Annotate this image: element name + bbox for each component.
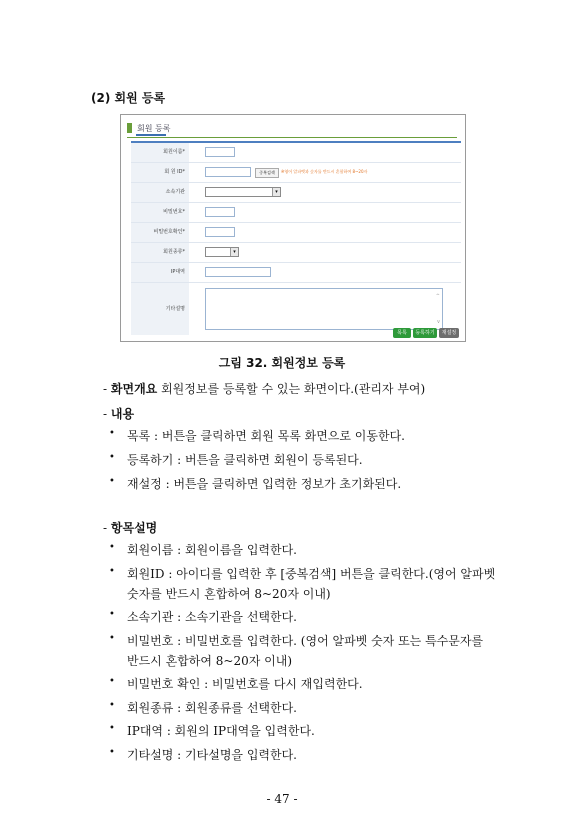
- form-row-name: [131, 143, 461, 163]
- field-item-name: 회원이름 : 회원이름을 입력한다.: [127, 543, 297, 557]
- id-label: 회 원 ID*: [131, 163, 189, 182]
- content-heading-line: [103, 405, 134, 422]
- field-item-id: 회원ID : 아이디를 입력한 후 [중복검색] 버튼을 클릭한다.(영어 알파벳: [127, 567, 496, 581]
- member-type-label: 회원종류*: [131, 243, 189, 262]
- bullet-icon: •: [109, 452, 115, 463]
- content-item-register: 등록하기 : 버튼을 클릭하면 회원이 등록된다.: [127, 453, 363, 467]
- content-item-reset: 재설정 : 버튼을 클릭하면 입력한 정보가 초기화된다.: [127, 477, 402, 491]
- content-heading: 내용: [110, 407, 135, 421]
- bullet-icon: •: [109, 723, 115, 734]
- header-marker-icon: [127, 123, 132, 133]
- button-group: [391, 319, 459, 338]
- registration-form: [131, 141, 461, 335]
- password-input[interactable]: [205, 207, 235, 217]
- name-label: 회원이름*: [131, 143, 189, 162]
- password-confirm-label: 비밀번호확인*: [131, 223, 189, 242]
- overview-heading: 화면개요: [110, 382, 158, 396]
- member-type-select[interactable]: [205, 247, 239, 257]
- field-item-password-confirm: 비밀번호 확인 : 비밀번호를 다시 재입력한다.: [127, 677, 363, 691]
- overview-text: 회원정보를 등록할 수 있는 화면이다.(관리자 부여): [161, 382, 426, 396]
- id-rule-note: ※영어 알파벳과 숫자를 반드시 혼합하여 8~20자: [281, 169, 368, 174]
- password-label: 비밀번호*: [131, 203, 189, 222]
- bullet-icon: •: [109, 476, 115, 487]
- field-item-member-type: 회원종류 : 회원종류를 선택한다.: [127, 701, 297, 715]
- overview-line: [103, 380, 425, 397]
- bullet-icon: •: [109, 609, 115, 620]
- id-input[interactable]: [205, 167, 251, 177]
- name-input[interactable]: [205, 147, 235, 157]
- bullet-icon: •: [109, 428, 115, 439]
- bullet-icon: •: [109, 566, 115, 577]
- form-row-ip: [131, 263, 461, 283]
- field-item-password: 비밀번호 : 비밀번호를 입력한다. (영어 알파벳 숫자 또는 특수문자를: [127, 634, 484, 648]
- reset-button[interactable]: 재설정: [439, 328, 459, 338]
- ip-input[interactable]: [205, 267, 271, 277]
- figure-caption: 그림 32. 회원정보 등록: [218, 356, 346, 370]
- form-row-password: [131, 203, 461, 223]
- bullet-icon: •: [109, 700, 115, 711]
- password-confirm-input[interactable]: [205, 227, 235, 237]
- field-item-password-cont: 반드시 혼합하여 8~20자 이내): [127, 654, 293, 668]
- bullet-icon: •: [109, 676, 115, 687]
- field-item-description: 기타설명 : 기타설명을 입력한다.: [127, 748, 297, 762]
- field-item-id-cont: 숫자를 반드시 혼합하여 8~20자 이내): [127, 587, 331, 601]
- description-label: 기타설명: [131, 283, 189, 335]
- fields-heading-line: [103, 519, 157, 536]
- field-item-org: 소속기관 : 소속기관을 선택한다.: [127, 610, 297, 624]
- screenshot-title: 회원 등록: [137, 124, 171, 133]
- duplicate-check-button[interactable]: 중복검색: [255, 168, 279, 178]
- bullet-icon: •: [109, 633, 115, 644]
- chevron-down-icon: ▾: [272, 188, 280, 196]
- form-row-id: [131, 163, 461, 183]
- content-item-list: 목록 : 버튼을 클릭하면 회원 목록 화면으로 이동한다.: [127, 429, 405, 443]
- list-button[interactable]: 목록: [393, 328, 411, 338]
- fields-dash: -: [103, 521, 108, 535]
- form-row-password-confirm: [131, 223, 461, 243]
- bullet-icon: •: [109, 542, 115, 553]
- register-button[interactable]: 등록하기: [413, 328, 437, 338]
- screenshot-header: [127, 121, 457, 138]
- member-registration-screenshot: [120, 114, 466, 342]
- overview-dash: -: [103, 382, 108, 396]
- scroll-down-icon[interactable]: v: [437, 319, 440, 325]
- org-select[interactable]: [205, 187, 281, 197]
- ip-label: IP대역: [131, 263, 189, 282]
- section-title: (2) 회원 등록: [91, 91, 166, 105]
- org-label: 소속기관: [131, 183, 189, 202]
- form-row-member-type: [131, 243, 461, 263]
- header-underline: [136, 134, 166, 136]
- scroll-up-icon[interactable]: ^: [435, 293, 440, 299]
- field-item-ip: IP대역 : 회원의 IP대역을 입력한다.: [127, 724, 315, 738]
- form-row-org: [131, 183, 461, 203]
- content-dash: -: [103, 407, 108, 421]
- page-number: - 47 -: [266, 792, 298, 806]
- chevron-down-icon: ▾: [230, 248, 238, 256]
- fields-heading: 항목설명: [110, 521, 158, 535]
- bullet-icon: •: [109, 747, 115, 758]
